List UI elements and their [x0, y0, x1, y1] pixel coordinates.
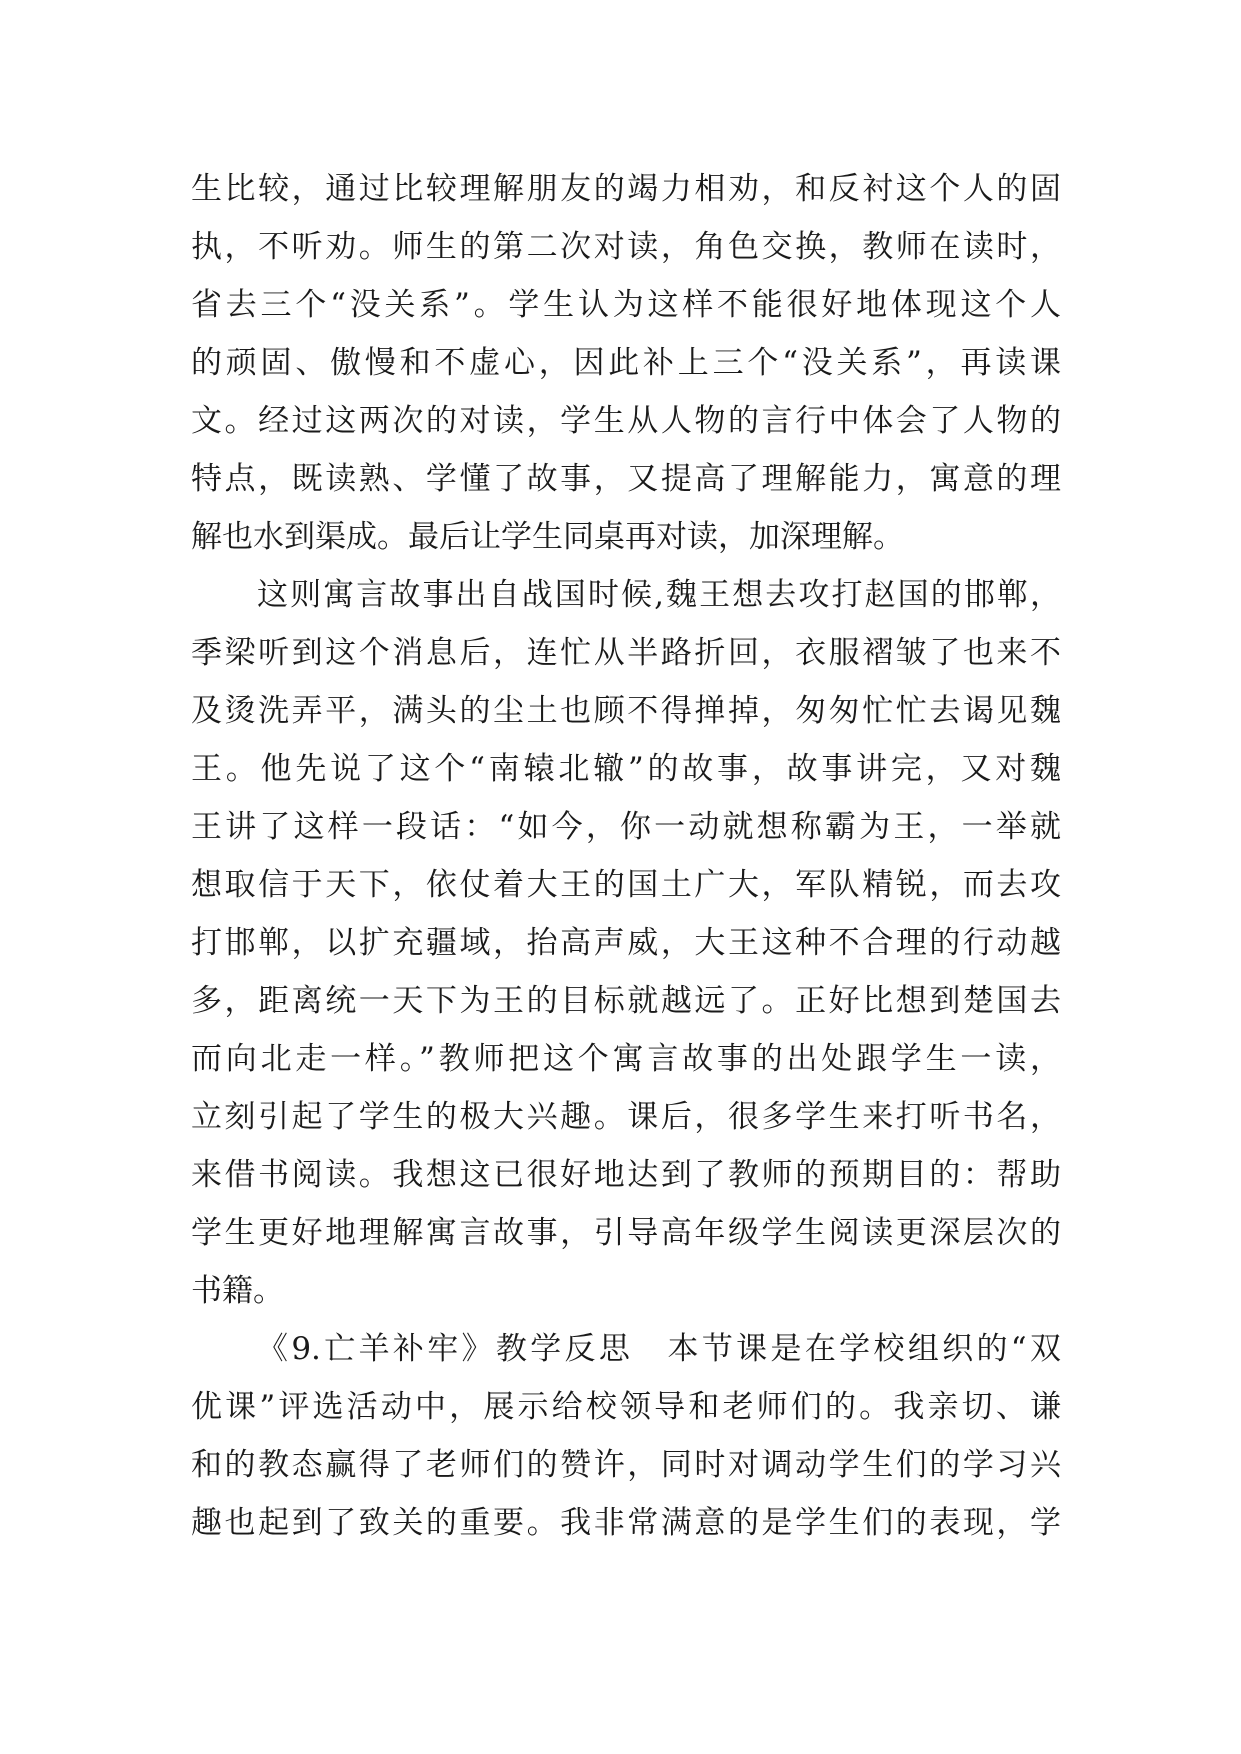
- text-line: 和的教态赢得了老师们的赞许，同时对调动学生们的学习兴: [191, 1447, 1061, 1483]
- text-line: 及烫洗弄平，满头的尘土也顾不得掸掉，匆匆忙忙去谒见魏: [191, 693, 1061, 729]
- text-line: 打邯郸，以扩充疆域，抬高声威，大王这种不合理的行动越: [191, 925, 1061, 961]
- text-line: 而向北走一样。”教师把这个寓言故事的出处跟学生一读，: [191, 1041, 1061, 1077]
- text-line: 执，不听劝。师生的第二次对读，角色交换，教师在读时，: [191, 229, 1061, 265]
- text-line: 想取信于天下，依仗着大王的国土广大，军队精锐，而去攻: [191, 867, 1061, 903]
- text-line: 趣也起到了致关的重要。我非常满意的是学生们的表现，学: [191, 1505, 1061, 1541]
- text-line: 王讲了这样一段话：“如今，你一动就想称霸为王，一举就: [191, 809, 1061, 845]
- text-line: 这则寓言故事出自战国时候,魏王想去攻打赵国的邯郸，: [257, 577, 1061, 613]
- text-line: 立刻引起了学生的极大兴趣。课后，很多学生来打听书名，: [191, 1099, 1061, 1135]
- text-line: 优课”评选活动中，展示给校领导和老师们的。我亲切、谦: [191, 1389, 1061, 1425]
- text-line: 生比较，通过比较理解朋友的竭力相劝，和反衬这个人的固: [191, 171, 1061, 207]
- text-line: 特点，既读熟、学懂了故事，又提高了理解能力，寓意的理: [191, 461, 1061, 497]
- paragraph-lesson-reflection: [191, 1320, 1061, 1552]
- paragraph-dialogue-reading: [191, 160, 1061, 566]
- text-line: 《9.亡羊补牢》教学反思 本节课是在学校组织的“双: [257, 1331, 1061, 1367]
- text-line: 书籍。: [191, 1273, 284, 1309]
- text-line: 文。经过这两次的对读，学生从人物的言行中体会了人物的: [191, 403, 1061, 439]
- text-line: 的顽固、傲慢和不虚心，因此补上三个“没关系”，再读课: [191, 345, 1061, 381]
- text-line: 学生更好地理解寓言故事，引导高年级学生阅读更深层次的: [191, 1215, 1061, 1251]
- text-line: 多，距离统一天下为王的目标就越远了。正好比想到楚国去: [191, 983, 1061, 1019]
- text-line: 季梁听到这个消息后，连忙从半路折回，衣服褶皱了也来不: [191, 635, 1061, 671]
- text-line: 王。他先说了这个“南辕北辙”的故事，故事讲完，又对魏: [191, 751, 1061, 787]
- paragraph-story-origin: [191, 566, 1061, 1320]
- text-line: 解也水到渠成。最后让学生同桌再对读，加深理解。: [191, 519, 904, 555]
- document-body: [191, 160, 1061, 1552]
- text-line: 来借书阅读。我想这已很好地达到了教师的预期目的：帮助: [191, 1157, 1061, 1193]
- text-line: 省去三个“没关系”。学生认为这样不能很好地体现这个人: [191, 287, 1061, 323]
